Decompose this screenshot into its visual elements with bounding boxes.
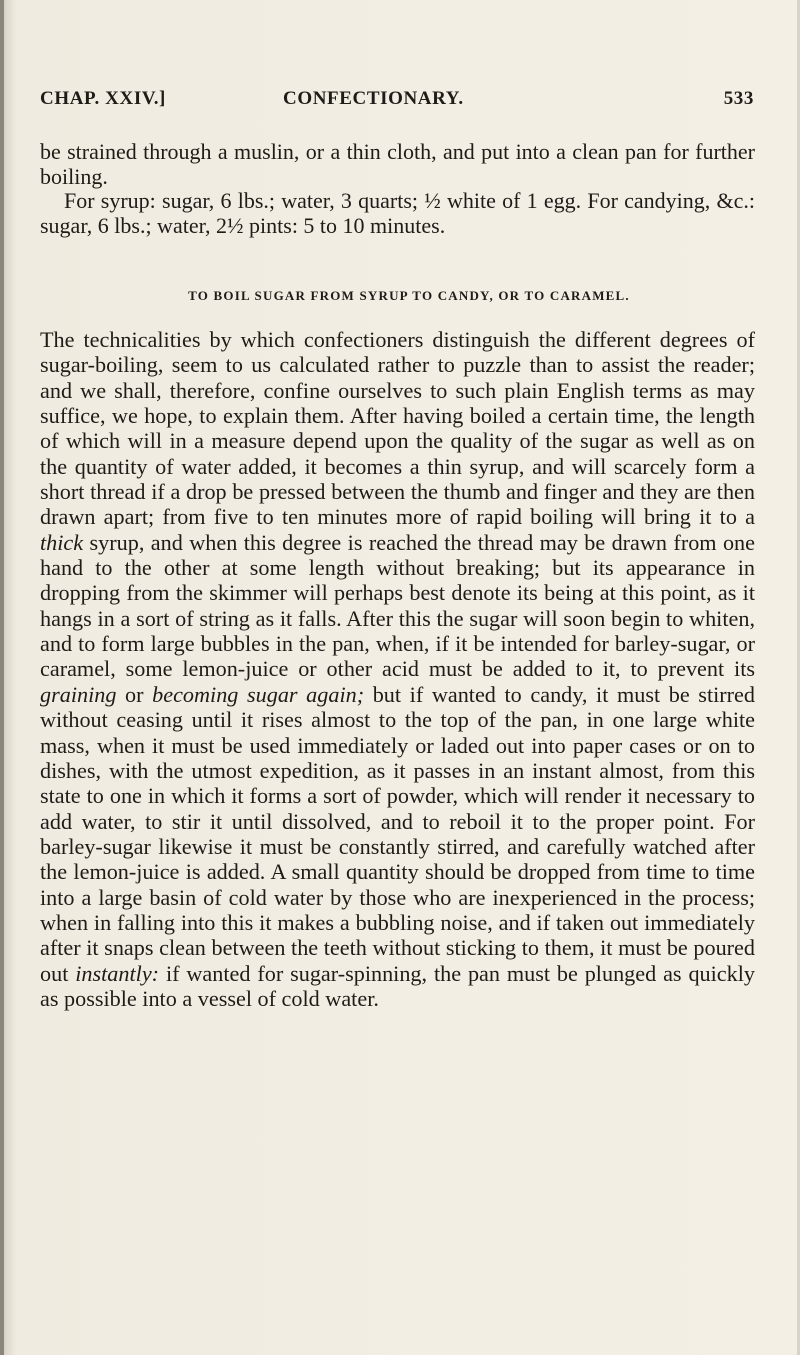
text-run: if wanted for sugar-spinning, the pan must be plunged as quickly as possible into a vessel of cold water. xyxy=(40,960,755,1011)
text-run: but if wanted to candy, it must be stirred without ceasing until it rises almost to the top of the pan, in one large white mass, when it must be used immediately or laded out into paper cases or on to dishes, with the utmost expedition, as it passes in an instant almost, from this state to one in which it forms a sort of powder, which will render it necessary to add water, to stir it until dissolved, and to reboil it to the proper point. For barley-sugar likewise it must be constantly stirred, and carefully watched after the lemon-juice is added. A small quantity should be dropped from time to time into a large basin of cold water by those who are inexperienced in the process; when in falling into this it makes a bubbling noise, and if taken out immediately after it snaps clean between the teeth without sticking to them, it must be poured out xyxy=(40,681,755,986)
running-title: CONFECTIONARY. xyxy=(283,88,464,109)
running-header xyxy=(40,88,754,118)
opening-paragraph xyxy=(40,140,755,238)
text-run: or xyxy=(116,681,153,707)
paragraph-continuation: be strained through a muslin, or a thin cloth, and put into a clean pan for further boiling. xyxy=(40,139,755,189)
section-heading: TO BOIL SUGAR FROM SYRUP TO CANDY, OR TO CARAMEL. xyxy=(188,288,630,303)
italic-term: becoming sugar again; xyxy=(152,681,365,707)
text-run: The technicalities by which confectioners distinguish the different degrees of sugar-boiling, seem to us calculated rather to puzzle than to assist the reader; and we shall, therefore, confine ourselves to such plain English terms as may suffice, we hope, to explain them. After having boiled a certain time, the length of which will in a measure depend upon the quality of the sugar as well as on the quantity of water added, it becomes a thin syrup, and will scarcely form a short thread if a drop be pressed between the thumb and finger and they are then drawn apart; from five to ten minutes more of rapid boiling will bring it to a xyxy=(40,327,755,530)
page-number: 533 xyxy=(723,88,754,109)
proportions-note: For syrup: sugar, 6 lbs.; water, 3 quarts; ½ white of 1 egg. For candying, &c.: sugar, 6 lbs.; water, 2½ pints: 5 to 10 minutes. xyxy=(40,188,755,238)
main-paragraph xyxy=(40,327,755,1011)
italic-term: thick xyxy=(40,529,84,555)
chapter-label: CHAP. XXIV.] xyxy=(40,88,166,109)
italic-term: instantly: xyxy=(75,960,160,986)
book-spine-edge xyxy=(0,0,4,1355)
text-run: syrup, and when this degree is reached the thread may be drawn from one hand to the other at some length without breaking; but its appearance in dropping from the skimmer will perhaps best denote its being at this point, as it hangs in a sort of string as it falls. After this the sugar will soon begin to whiten, and to form large bubbles in the pan, when, if it be intended for barley-sugar, or caramel, some lemon-juice or other acid must be added to it, to prevent its xyxy=(40,529,755,682)
italic-term: graining xyxy=(40,681,117,707)
